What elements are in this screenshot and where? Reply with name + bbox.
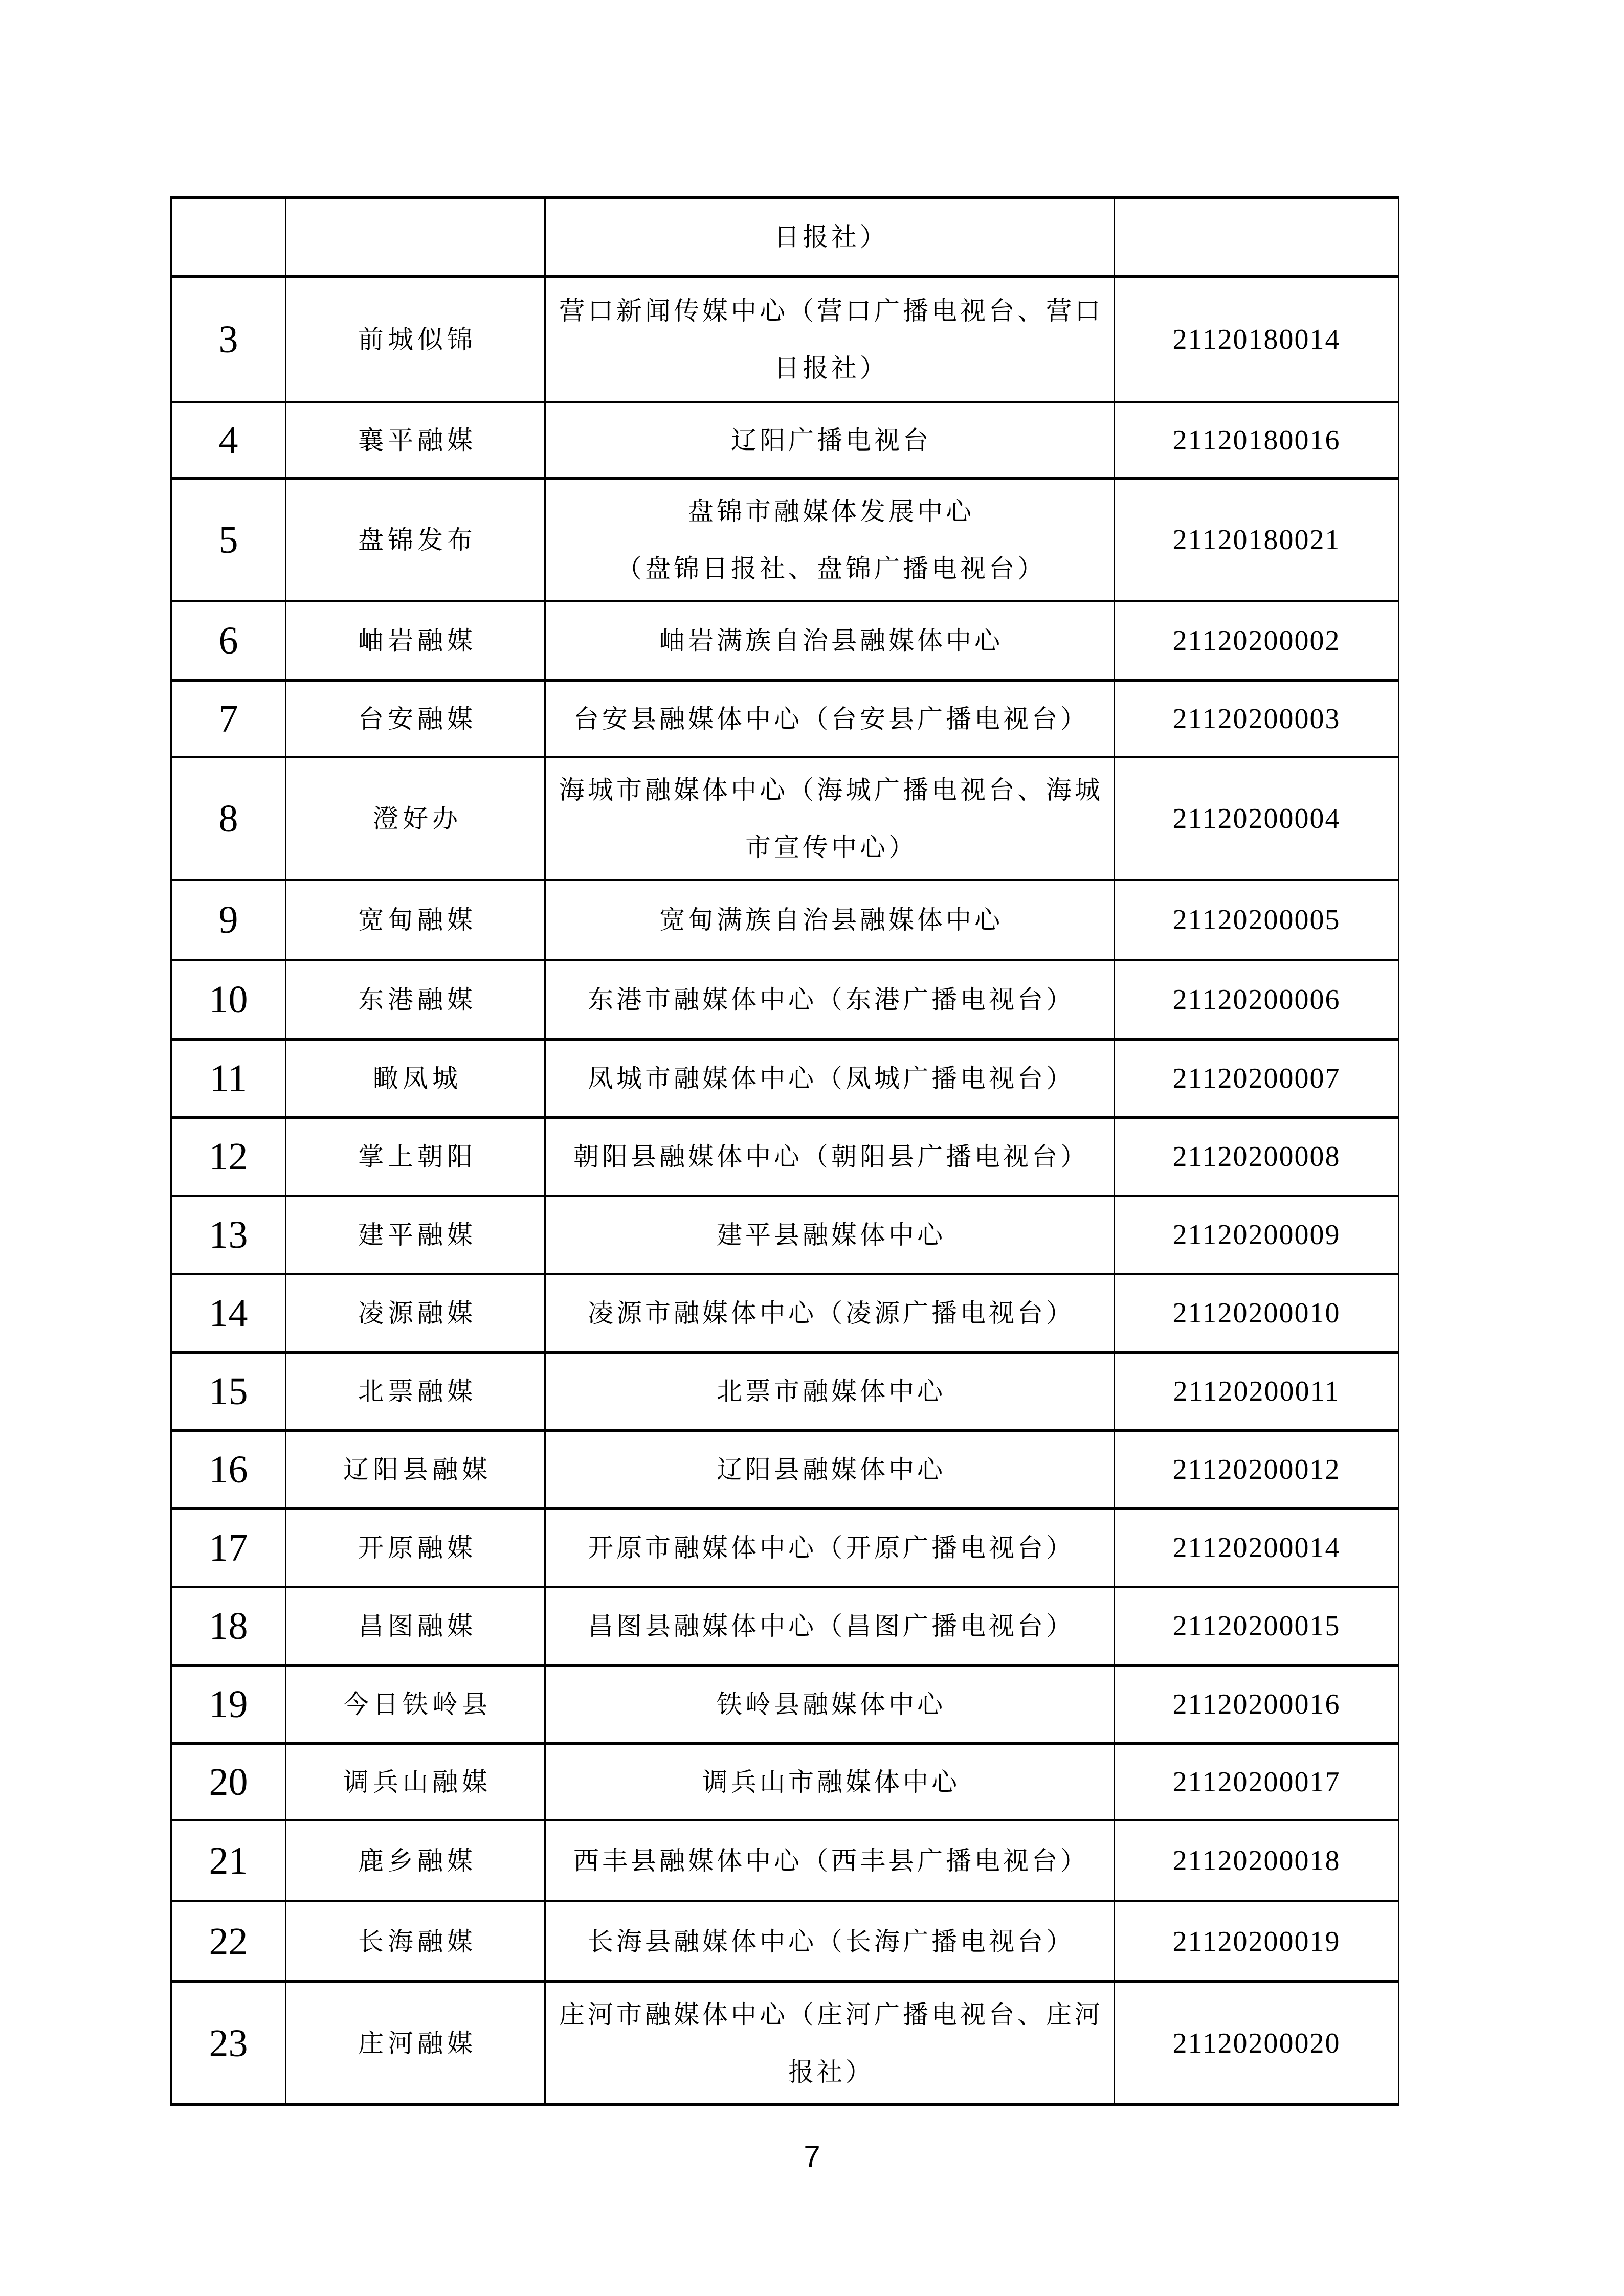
row-number-cell: 17: [172, 1510, 286, 1588]
license-number-cell: 21120200018: [1115, 1821, 1398, 1902]
license-number-cell: 21120200005: [1115, 881, 1398, 961]
table-row: [172, 1821, 1398, 1902]
table-row: [172, 480, 1398, 602]
row-number-cell: 13: [172, 1197, 286, 1275]
table-row: [172, 403, 1398, 480]
license-number-cell: 21120200020: [1172, 2027, 1341, 2059]
organization-cell: [546, 1354, 1115, 1432]
row-number-cell: 3: [172, 278, 286, 403]
organization-cell: [546, 1510, 1115, 1588]
account-name-cell: 今日铁岭县: [286, 1667, 546, 1745]
account-name-cell: 昌图融媒: [286, 1588, 546, 1667]
organization-cell: [546, 881, 1115, 961]
page-number: 7: [804, 2140, 820, 2173]
organization-cell: [546, 1197, 1115, 1275]
organization-line: 凌源市融媒体中心（凌源广播电视台）: [588, 1299, 1075, 1327]
table-row: [172, 1432, 1398, 1510]
organization-cell: [546, 1745, 1115, 1821]
license-number-cell: 21120200010: [1115, 1275, 1398, 1354]
table-row: [172, 1275, 1398, 1354]
organization-line: 日报社）: [774, 222, 888, 252]
organization-cell: [546, 961, 1115, 1041]
license-number-cell: 21120200011: [1115, 1354, 1398, 1432]
organization-cell: [546, 1041, 1115, 1119]
table-row: [172, 1041, 1398, 1119]
organization-line: 日报社）: [774, 353, 888, 382]
license-number-cell: 21120200009: [1115, 1197, 1398, 1275]
table-row: [172, 278, 1398, 403]
organization-line: 北票市融媒体中心: [717, 1377, 946, 1406]
table-row: [172, 1745, 1398, 1821]
organization-line: 宽甸满族自治县融媒体中心: [659, 906, 1003, 934]
organization-cell: [546, 1902, 1115, 1983]
organization-line: 西丰县融媒体中心（西丰县广播电视台）: [573, 1846, 1089, 1875]
license-number-cell: 21120200003: [1115, 682, 1398, 758]
table-row: [172, 1510, 1398, 1588]
table-row: [172, 199, 1398, 278]
row-number-cell: 6: [172, 602, 286, 682]
organization-line: 营口新闻传媒中心（营口广播电视台、营口: [559, 296, 1103, 325]
organization-line: 台安县融媒体中心（台安县广播电视台）: [573, 704, 1089, 733]
organization-cell: [546, 1983, 1115, 2103]
account-name-cell: 台安融媒: [286, 682, 546, 758]
account-name-cell: 东港融媒: [286, 961, 546, 1041]
table-row: [172, 1667, 1398, 1745]
organization-cell: [546, 1432, 1115, 1510]
table-row: [172, 1119, 1398, 1197]
row-number-cell: 7: [172, 682, 286, 758]
license-number-cell: 21120180014: [1115, 278, 1398, 403]
organization-line: 海城市融媒体中心（海城广播电视台、海城: [559, 775, 1103, 804]
account-name-cell: 开原融媒: [286, 1510, 546, 1588]
organization-cell: [546, 1119, 1115, 1197]
row-number-cell: 10: [172, 961, 286, 1041]
row-number-cell: 20: [172, 1745, 286, 1821]
organization-line: 开原市融媒体中心（开原广播电视台）: [588, 1534, 1075, 1562]
account-name-cell: [286, 199, 546, 278]
account-name-cell: 凌源融媒: [286, 1275, 546, 1354]
media-license-table: [170, 196, 1399, 2106]
organization-line: 岫岩满族自治县融媒体中心: [659, 626, 1003, 655]
organization-cell: [546, 199, 1115, 278]
row-number-cell: 11: [172, 1041, 286, 1119]
organization-line: 朝阳县融媒体中心（朝阳县广播电视台）: [573, 1142, 1089, 1171]
organization-line: 调兵山市融媒体中心: [702, 1767, 960, 1796]
row-number-cell: 12: [172, 1119, 286, 1197]
license-number-cell: 21120180021: [1115, 480, 1398, 602]
organization-cell: [546, 1667, 1115, 1745]
row-number-cell: 15: [172, 1354, 286, 1432]
organization-line: 东港市融媒体中心（东港广播电视台）: [588, 985, 1075, 1014]
row-number-cell: 9: [172, 881, 286, 961]
license-number-cell: 21120200012: [1115, 1432, 1398, 1510]
row-number-cell: 5: [172, 480, 286, 602]
organization-line: （盘锦日报社、盘锦广播电视台）: [616, 554, 1046, 583]
license-number-cell: 21120200019: [1115, 1902, 1398, 1983]
organization-cell: [546, 602, 1115, 682]
license-number-cell: 21120200002: [1115, 602, 1398, 682]
organization-line: 辽阳县融媒体中心: [717, 1455, 946, 1484]
organization-cell: [546, 1821, 1115, 1902]
row-number-cell: 4: [172, 403, 286, 480]
account-name-cell: 前城似锦: [286, 278, 546, 403]
organization-line: 建平县融媒体中心: [717, 1221, 946, 1249]
organization-line: 铁岭县融媒体中心: [717, 1690, 946, 1719]
table-row: [172, 602, 1398, 682]
license-number-cell: 21120200016: [1115, 1667, 1398, 1745]
organization-line: 市宣传中心）: [745, 832, 917, 862]
row-number-cell: 16: [172, 1432, 286, 1510]
organization-line: 昌图县融媒体中心（昌图广播电视台）: [588, 1612, 1075, 1640]
organization-line: 庄河市融媒体中心（庄河广播电视台、庄河: [559, 2000, 1103, 2029]
table-row: [172, 1354, 1398, 1432]
account-name-cell: 鹿乡融媒: [286, 1821, 546, 1902]
license-number-cell: 21120200007: [1115, 1041, 1398, 1119]
account-name-cell: 襄平融媒: [286, 403, 546, 480]
table-row: [172, 961, 1398, 1041]
license-number-cell: 21120200004: [1115, 758, 1398, 881]
license-number-cell: 21120200008: [1115, 1119, 1398, 1197]
account-name-cell: 北票融媒: [286, 1354, 546, 1432]
row-number-cell: 19: [172, 1667, 286, 1745]
row-number-cell: 22: [172, 1902, 286, 1983]
organization-cell: [546, 1588, 1115, 1667]
organization-line: 报社）: [788, 2057, 874, 2086]
table-row: [172, 758, 1398, 881]
table-row: [172, 881, 1398, 961]
license-number-cell: 21120200015: [1115, 1588, 1398, 1667]
organization-cell: [546, 1275, 1115, 1354]
row-number-cell: 21: [172, 1821, 286, 1902]
account-name-cell: 盘锦发布: [286, 480, 546, 602]
organization-line: 盘锦市融媒体发展中心: [688, 497, 974, 526]
row-number-cell: 14: [172, 1275, 286, 1354]
license-number-cell: 21120200017: [1115, 1745, 1398, 1821]
account-name-cell: 辽阳县融媒: [286, 1432, 546, 1510]
organization-line: 凤城市融媒体中心（凤城广播电视台）: [588, 1064, 1075, 1093]
table-row: [172, 682, 1398, 758]
license-number-cell: 21120180016: [1115, 403, 1398, 480]
account-name-cell: 调兵山融媒: [286, 1745, 546, 1821]
table-row: [172, 1588, 1398, 1667]
account-name-cell: 庄河融媒: [286, 1983, 546, 2103]
license-number-cell: 21120200006: [1115, 961, 1398, 1041]
organization-cell: [546, 758, 1115, 881]
row-number-cell: 8: [172, 758, 286, 881]
account-name-cell: 长海融媒: [286, 1902, 546, 1983]
table-row: [172, 1197, 1398, 1275]
license-number-cell: 21120200014: [1115, 1510, 1398, 1588]
row-number-cell: [172, 199, 286, 278]
organization-cell: [546, 403, 1115, 480]
row-number-cell: 23: [172, 1983, 286, 2103]
table-row: [172, 1902, 1398, 1983]
account-name-cell: 岫岩融媒: [286, 602, 546, 682]
organization-cell: [546, 278, 1115, 403]
organization-line: 辽阳广播电视台: [731, 426, 931, 455]
table-row: [172, 1983, 1398, 2103]
organization-cell: [546, 480, 1115, 602]
organization-line: 长海县融媒体中心（长海广播电视台）: [588, 1927, 1075, 1956]
account-name-cell: 瞰凤城: [286, 1041, 546, 1119]
account-name-cell: 澄好办: [286, 758, 546, 881]
license-number-cell: [1115, 199, 1398, 278]
row-number-cell: 18: [172, 1588, 286, 1667]
account-name-cell: 建平融媒: [286, 1197, 546, 1275]
account-name-cell: 掌上朝阳: [286, 1119, 546, 1197]
organization-cell: [546, 682, 1115, 758]
account-name-cell: 宽甸融媒: [286, 881, 546, 961]
